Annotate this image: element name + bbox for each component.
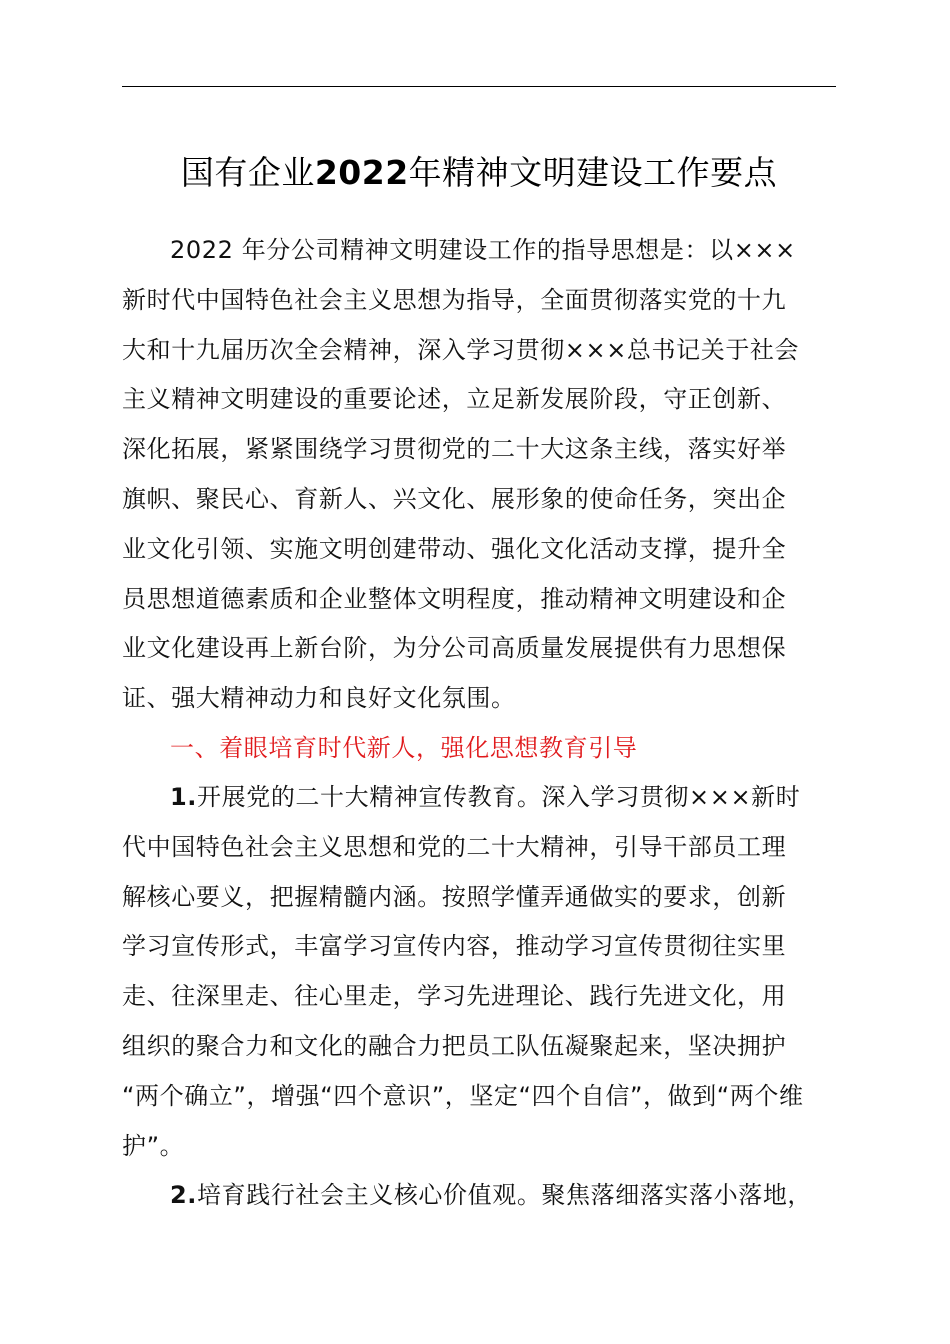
header-rule: [122, 86, 836, 87]
paragraph-line: 解核心要义，把握精髓内涵。按照学懂弄通做实的要求，创新: [122, 882, 787, 911]
paragraph-line: 护”。: [122, 1131, 185, 1160]
paragraph-line: 业文化建设再上新台阶，为分公司高质量发展提供有力思想保: [122, 634, 787, 663]
paragraph-line: 主义精神文明建设的重要论述，立足新发展阶段，守正创新、: [122, 385, 787, 414]
paragraph-line: 旗帜、聚民心、育新人、兴文化、展形象的使命任务，突出企: [122, 484, 787, 513]
paragraph-line: 新时代中国特色社会主义思想为指导，全面贯彻落实党的十九: [122, 285, 787, 314]
item-1-paragraph: [122, 773, 838, 1171]
paragraph-line: 证、强大精神动力和良好文化氛围。: [122, 684, 516, 713]
item-2-paragraph: [122, 1171, 838, 1221]
item-2-number: 2.: [170, 1181, 198, 1209]
paragraph-line: 组织的聚合力和文化的融合力把员工队伍凝聚起来，坚决拥护: [122, 1031, 787, 1060]
title-prefix: 国有企业: [180, 153, 315, 192]
paragraph-line: 员思想道德素质和企业整体文明程度，推动精神文明建设和企: [122, 584, 787, 613]
title-year: 2022: [314, 153, 409, 192]
item-1-first-line: [122, 773, 838, 823]
paragraph-line: 2022 年分公司精神文明建设工作的指导思想是：以×××: [170, 236, 796, 264]
paragraph-line: 走、往深里走、往心里走，学习先进理论、践行先进文化，用: [122, 982, 787, 1011]
document-title: [122, 147, 836, 199]
paragraph-line: “两个确立”，增强“四个意识”，坚定“四个自信”，做到“两个维: [122, 1081, 804, 1110]
paragraph-line: 大和十九届历次全会精神，深入学习贯彻×××总书记关于社会: [122, 335, 800, 364]
guiding-ideology-paragraph: [122, 226, 838, 724]
item-2-first-line: [122, 1171, 838, 1221]
item-1-lead-text: 开展党的二十大精神宣传教育。深入学习贯彻×××新时: [197, 783, 801, 811]
title-suffix: 年精神文明建设工作要点: [408, 153, 778, 192]
paragraph-line: 学习宣传形式，丰富学习宣传内容，推动学习宣传贯彻往实里: [122, 932, 787, 961]
paragraph-line: 深化拓展，紧紧围绕学习贯彻党的二十大这条主线，落实好举: [122, 435, 787, 464]
paragraph-line: 业文化引领、实施文明创建带动、强化文化活动支撑，提升全: [122, 534, 787, 563]
section-heading-1: 一、着眼培育时代新人，强化思想教育引导: [170, 734, 638, 762]
paragraph-line: 代中国特色社会主义思想和党的二十大精神，引导干部员工理: [122, 832, 787, 861]
item-1-number: 1.: [170, 783, 198, 811]
item-2-lead-text: 培育践行社会主义核心价值观。聚焦落细落实落小落地，: [197, 1181, 813, 1209]
